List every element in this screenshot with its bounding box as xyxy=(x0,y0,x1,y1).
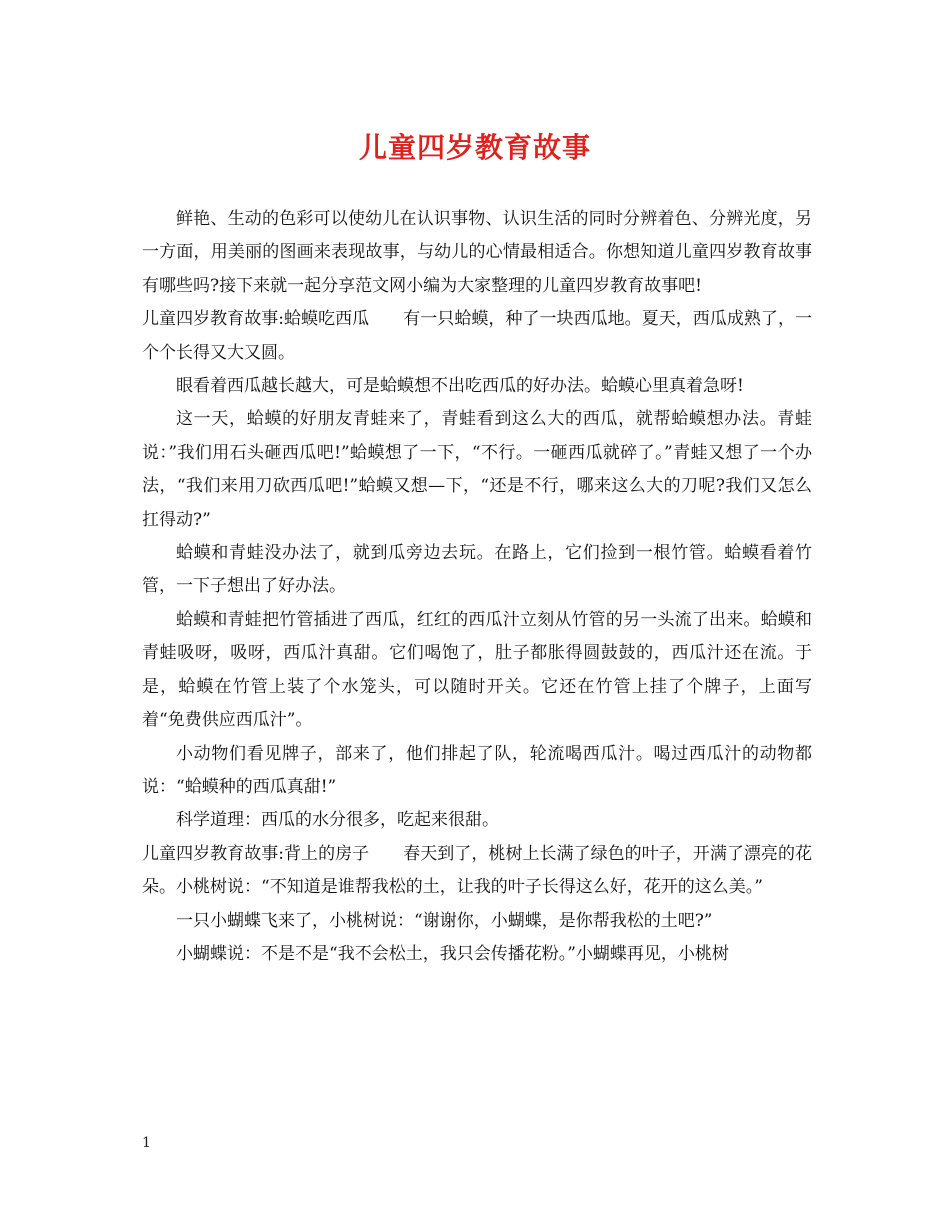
page-number: 1 xyxy=(142,1135,151,1151)
paragraph-intro: 鲜艳、生动的色彩可以使幼儿在认识事物、认识生活的同时分辨着色、分辨光度，另一方面，用美丽的图画来表现故事，与幼儿的心情最相适合。你想知道儿童四岁教育故事有哪些吗?接下来就一起分享范文网小编为大家整理的儿童四岁教育故事吧! xyxy=(142,209,812,296)
paragraph: 小动物们看见牌子，部来了，他们排起了队，轮流喝西瓜汁。喝过西瓜汁的动物都说：“蛤蟆种的西瓜真甜!” xyxy=(142,743,812,797)
paragraph-story1-heading: 儿童四岁教育故事:蛤蟆吃西瓜 有一只蛤蟆，种了一块西瓜地。夏天，西瓜成熟了，一个个长得又大又圆。 xyxy=(142,309,812,363)
paragraph: 一只小蝴蝶飞来了，小桃树说：“谢谢你，小蝴蝶，是你帮我松的土吧?” xyxy=(176,910,713,931)
paragraph: 这一天，蛤蟆的好朋友青蛙来了，青蛙看到这么大的西瓜，就帮蛤蟆想办法。青蛙说：”我们用石头砸西瓜吧!”蛤蟆想了一下，“不行。一砸西瓜就碎了。”青蛙又想了一个办法，“我们来用刀砍西瓜吧!”蛤蟆又想—下，“还是不行，哪来这么大的刀呢?我们又怎么扛得动?” xyxy=(142,409,812,530)
document-body xyxy=(142,203,812,971)
paragraph-science-note: 科学道理：西瓜的水分很多，吃起来很甜。 xyxy=(176,810,499,831)
document-title: 儿童四岁教育故事 xyxy=(358,131,591,164)
paragraph: 蛤蟆和青蛙没办法了，就到瓜旁边去玩。在路上，它们捡到一根竹管。蛤蟆看着竹管，一下子想出了好办法。 xyxy=(142,543,812,597)
paragraph: 蛤蟆和青蛙把竹管插进了西瓜，红红的西瓜汁立刻从竹管的另一头流了出来。蛤蟆和青蛙吸呀，吸呀，西瓜汁真甜。它们喝饱了，肚子都胀得圆鼓鼓的，西瓜汁还在流。于是，蛤蟆在竹管上装了个水笼头，可以随时开关。它还在竹管上挂了个牌子，上面写着“免费供应西瓜汁”。 xyxy=(142,609,812,731)
paragraph: 小蝴蝶说：不是不是“我不会松土，我只会传播花粉。”小蝴蝶再见，小桃树 xyxy=(176,943,729,964)
paragraph: 眼看着西瓜越长越大，可是蛤蟆想不出吃西瓜的好办法。蛤蟆心里真着急呀! xyxy=(176,376,744,397)
paragraph-story2-heading: 儿童四岁教育故事:背上的房子 春天到了，桃树上长满了绿色的叶子，开满了漂亮的花朵。小桃树说：“不知道是谁帮我松的土，让我的叶子长得这么好，花开的这么美。” xyxy=(142,843,812,898)
